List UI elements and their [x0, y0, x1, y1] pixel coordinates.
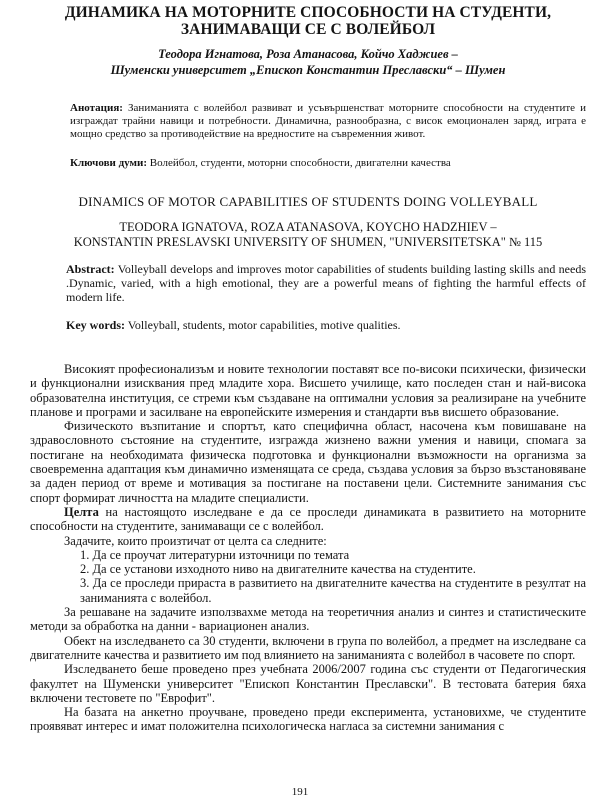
task-item-3: 3. Да се проследи прираста в развитието на двигателните качества на студентите в резултат на заниманията с волейбол.: [80, 576, 586, 605]
body-text: [30, 362, 586, 734]
paragraph-4: Задачите, които произтичат от целта са следните:: [64, 533, 327, 548]
paper-title-en: DINAMICS OF MOTOR CAPABILITIES OF STUDENTS DOING VOLLEYBALL: [78, 194, 538, 209]
abstract-en-text: Volleyball develops and improves motor capabilities of students building lasting skills and needs .Dynamic, varied, with a high emotional, they are a powerful means of fighting the harmful effects of modern life.: [66, 262, 586, 304]
paragraph-3: [30, 505, 586, 534]
abstract-bg-label: Анотация:: [70, 102, 123, 114]
keywords-en-text: Volleyball, students, motor capabilities, motive qualities.: [125, 318, 401, 332]
keywords-en-label: Key words:: [66, 318, 125, 332]
page-number: 191: [291, 786, 309, 798]
task-item-2: 2. Да се установи изходното ниво на двигателните качества на студентите.: [80, 562, 476, 577]
paragraph-2: Физическото възпитание и спортът, като специфична област, насочена към повишаване на здравословното състояние на студентите, изгражда жизнено важни умения и навици, спомага за постигане на необходимата физическа подготовка и функционални възможности на организма за своевременна адаптация към динамично изменящата се среда, създава условия за бързо възстановяване за даден период от време и мотивация за постигане на поставени цели. Системните занимания със спорт формират личността на младите специалисти.: [30, 419, 586, 505]
abstract-bg: [70, 102, 586, 141]
abstract-en: [66, 262, 586, 304]
paper-title-bg: ДИНАМИКА НА МОТОРНИТЕ СПОСОБНОСТИ НА СТУДЕНТИ, ЗАНИМАВАЩИ СЕ С ВОЛЕЙБОЛ: [64, 4, 552, 38]
authors-bg-names: Теодора Игнатова, Роза Атанасова, Койчо Хаджиев –: [158, 47, 458, 61]
goal-text: на настоящото изследване е да се проследи динамиката в развитието на моторните способности на студентите, занимаващи се с волейбол.: [30, 504, 586, 534]
paragraph-1: Високият професионализъм и новите технологии поставят все по-високи психически, физически и функционални изисквания пред младите хора. Висшето училище, като последен стан и най-висока образователна институция, се стреми към създаване на оптимални условия за реализиране на учебните планове и програми и засилване на европейските измерения и стандарти във висшето образование.: [30, 362, 586, 419]
keywords-bg-label: Ключови думи:: [70, 157, 148, 169]
keywords-en: [66, 318, 586, 332]
authors-bg-affiliation: Шуменски университет „Епископ Константин Преславски“ – Шумен: [110, 63, 506, 77]
goal-label: Целта: [64, 504, 99, 519]
abstract-bg-text: Заниманията с волейбол развиват и усъвършенстват моторните способности на студентите и изграждат трайни навици и потребности. Динамична, разнообразна, с висок емоционален заряд, играта е мощно средство за противодействие на вредностите на съвременния живот.: [70, 102, 586, 140]
abstract-en-label: Abstract:: [66, 262, 115, 276]
paragraph-8: На базата на анкетно проучване, проведено преди експеримента, установихме, че студентите проявяват интерес и имат положителна психологическа нагласа за системни занимания с: [30, 705, 586, 734]
task-item-1: 1. Да се проучат литературни източници по темата: [80, 547, 350, 562]
paragraph-7: Изследването беше проведено през учебната 2006/2007 година със студенти от Педагогическия факултет на Шуменски университет "Епископ Константин Преславски". В тестовата батерия бяха включени тестовете по "Еврофит".: [30, 662, 586, 705]
paragraph-5: За решаване на задачите използвахме метода на теоретичния анализ и синтез и статистическите методи за обработка на данни - вариационен анализ.: [30, 605, 586, 634]
keywords-bg: [70, 157, 586, 170]
authors-en-names: TEODORA IGNATOVA, ROZA ATANASOVA, KOYCHO HADZHIEV –: [119, 220, 497, 234]
keywords-bg-text: Волейбол, студенти, моторни способности, двигателни качества: [147, 157, 451, 169]
authors-en-affiliation: KONSTANTIN PRESLAVSKI UNIVERSITY OF SHUMEN, "UNIVERSITETSKA" № 115: [73, 235, 543, 249]
authors-bg: [30, 46, 586, 78]
paragraph-6: Обект на изследването са 30 студенти, включени в група по волейбол, а предмет на изследване са двигателните качества и развитието им под влиянието на заниманията с волейбол в часовете по спорт.: [30, 633, 586, 662]
authors-en: [30, 220, 586, 250]
